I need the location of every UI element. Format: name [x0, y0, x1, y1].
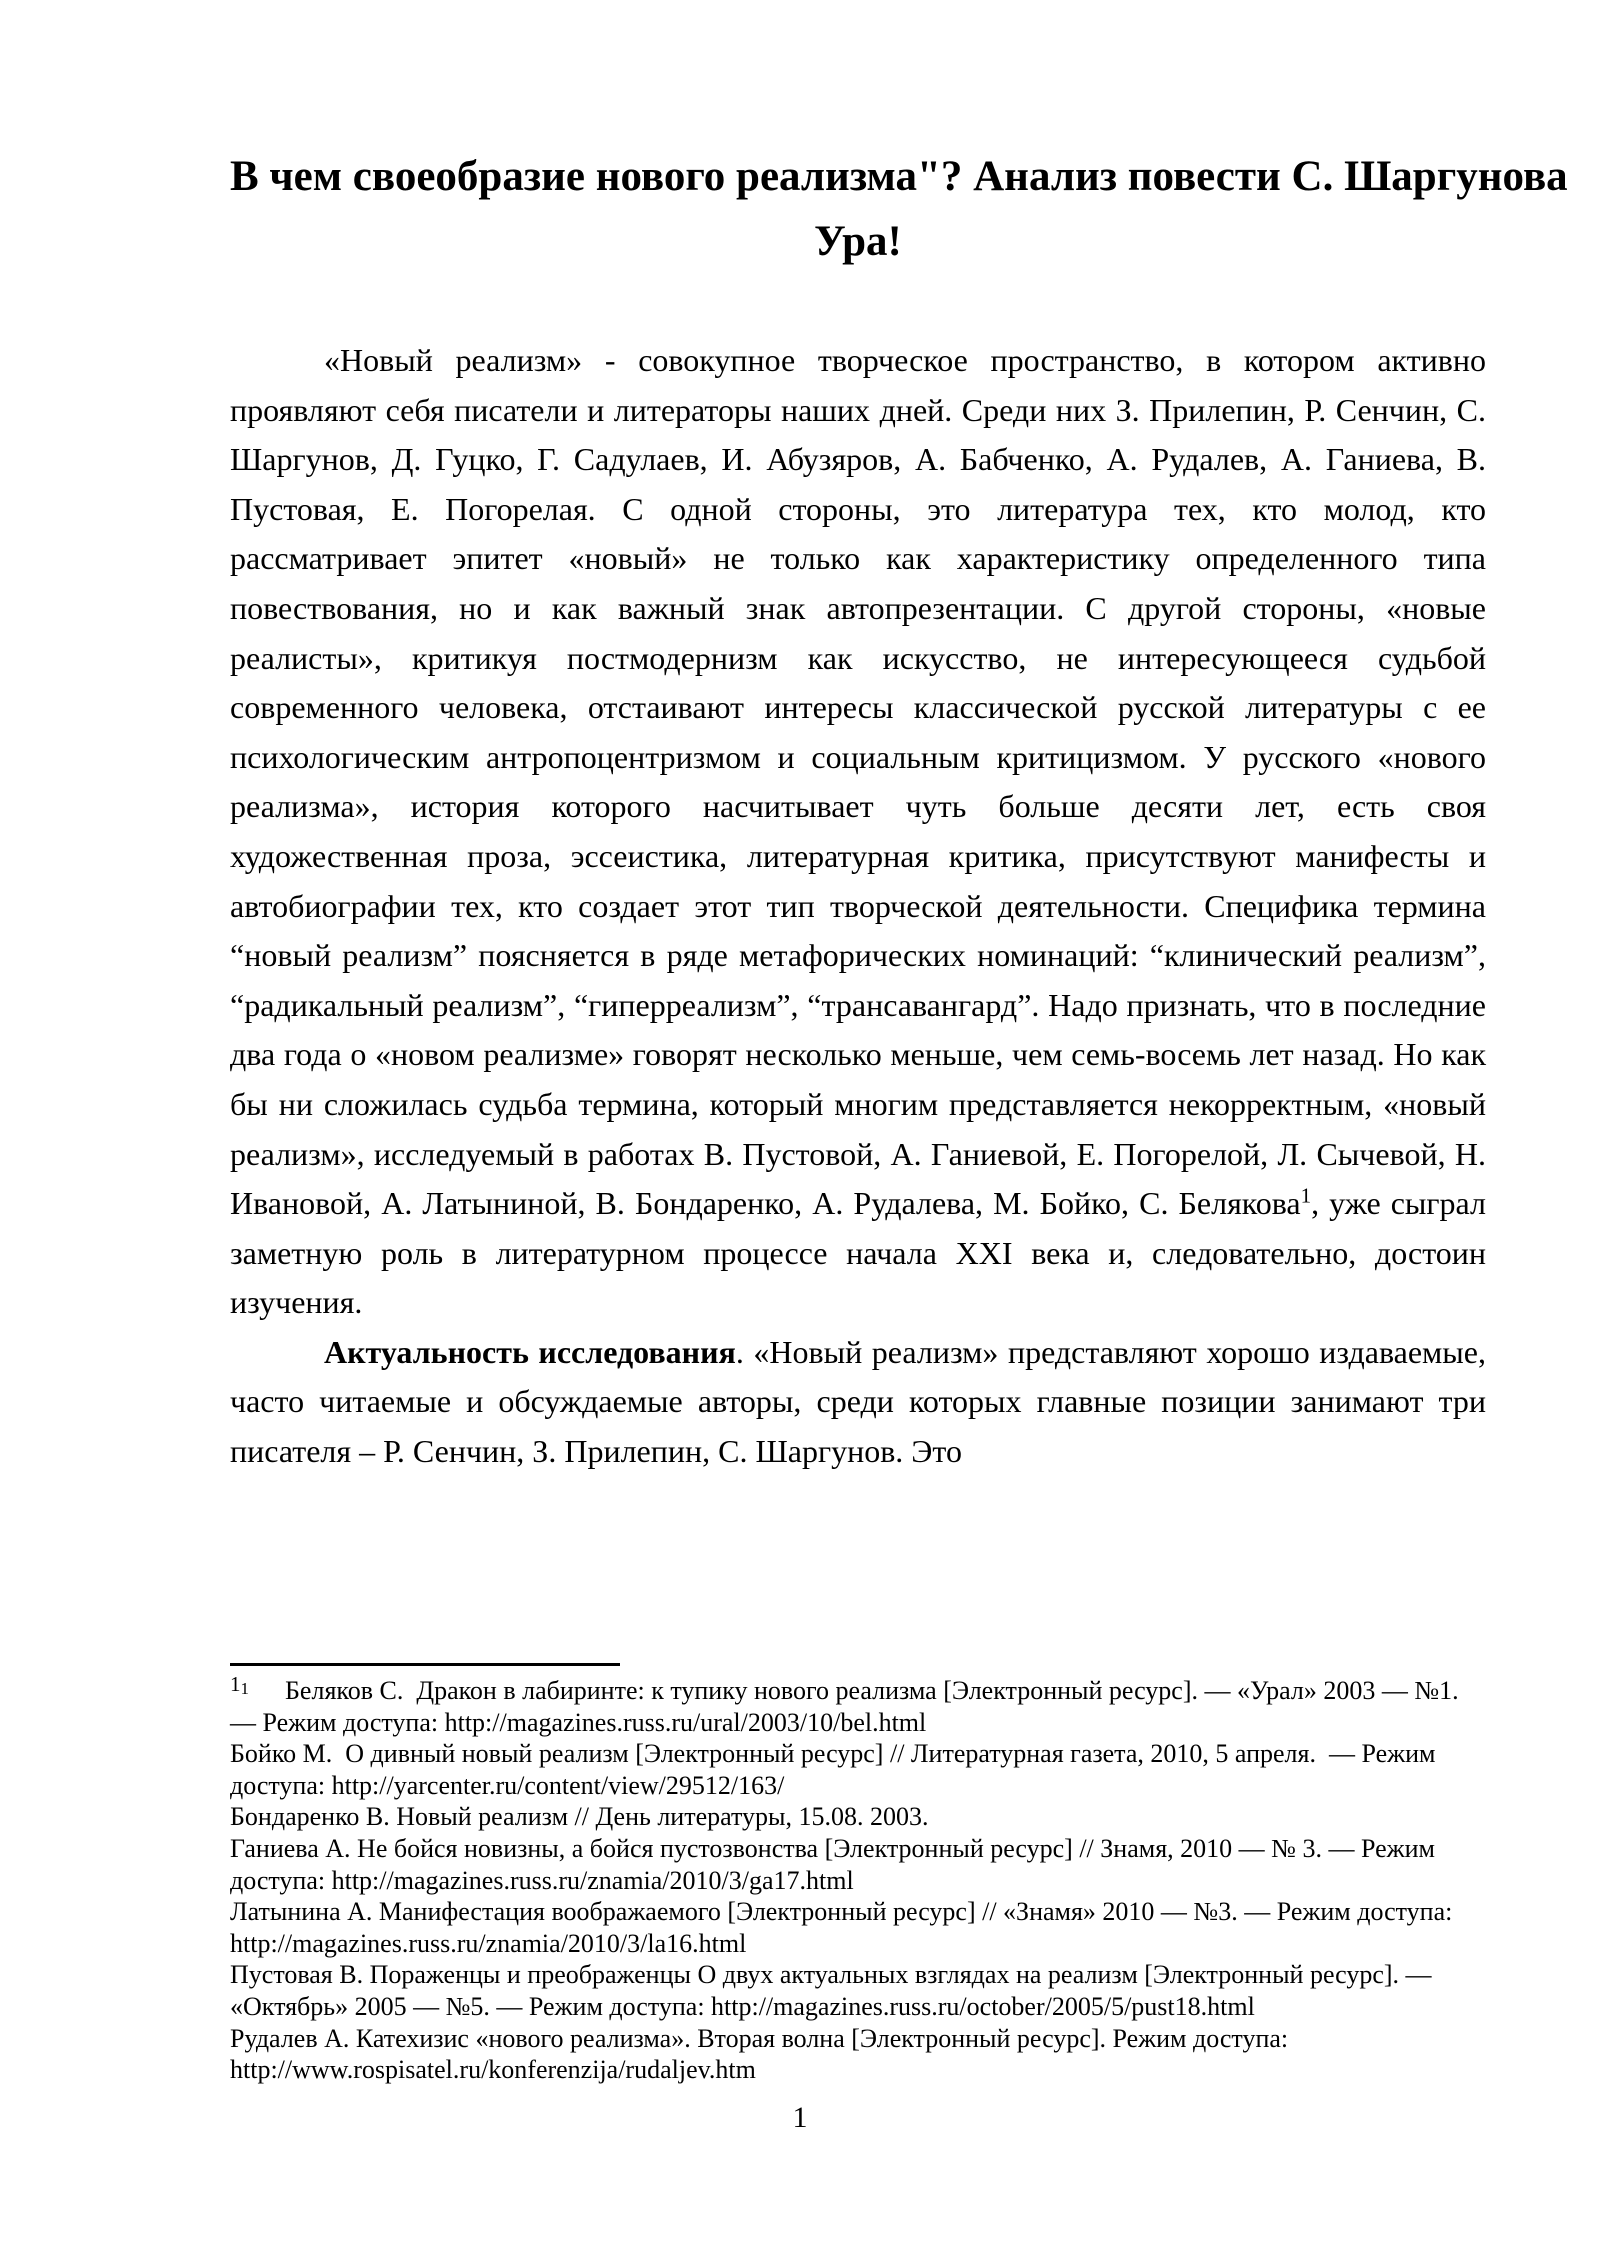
footnote-text: Бондаренко В. Новый реализм // День литературы, 15.08. 2003. [230, 1802, 929, 1832]
footnote-reference-superscript: 1 [1300, 1183, 1312, 1208]
footnote-marker-secondary: 1 [240, 1679, 249, 1698]
footnotes-section [230, 1672, 1486, 2086]
paragraph-2-bold-lead: Актуальность исследования [324, 1333, 736, 1370]
page-number: 1 [792, 2101, 808, 2134]
paragraph-2-text: . «Новый реализм» представляют хорошо издаваемые, часто читаемые и обсуждаемые авторы, среди которых главные позиции занимают три писателя – Р. Сенчин, З. Прилепин, С. Шаргунов. Это [230, 1333, 1487, 1470]
paragraph-1-text: «Новый реализм» - совокупное творческое пространство, в котором активно проявляют себя писатели и литераторы наших дней. Среди них З. Прилепин, Р. Сенчин, С. Шаргунов, Д. Гуцко, Г. Садулаев, И. Абузяров, А. Бабченко, А. Рудалев, А. Ганиева, В. Пустовая, Е. Погорелая. С одной стороны, это литература тех, кто молод, кто рассматривает эпитет «новый» не только как характеристику определенного типа повествования, но и как важный знак автопрезентации. С другой стороны, «новые реалисты», критикуя постмодернизм как искусство, не интересующееся судьбой современного человека, отстаивают интересы классической русской литературы с ее психологическим антропоцентризмом и социальным критицизмом. У русского «нового реализма», история которого насчитывает чуть больше десяти лет, есть своя художественная проза, эссеистика, литературная критика, присутствуют манифесты и автобиографии тех, кто создает этот тип творческой деятельности. Специфика термина “новый реализм” поясняется в ряде метафорических номинаций: “клинический реализм”, “радикальный реализм”, “гиперреализм”, “трансавангард”. Надо признать, что в последние два года о «новом реализме» говорят несколько меньше, чем семь-восемь лет назад. Но как бы ни сложилась судьба термина, который многим представляется некорректным, «новый реализм», исследуемый в работах В. Пустовой, А. Ганиевой, Е. Погорелой, Л. Сычевой, Н. Ивановой, А. Латыниной, В. Бондаренко, А. Рудалева, М. Бойко, С. Белякова [230, 342, 1486, 1222]
footnote-entry [230, 1738, 1486, 1801]
footnote-marker: 1 [230, 1672, 241, 1696]
document-title [230, 144, 1568, 274]
document-body [230, 336, 1486, 1477]
footnote-entry [230, 1959, 1486, 2022]
paragraph-1-text-continued: , уже сыграл заметную роль в литературном процессе начала XXI века и, следовательно, достоин изучения. [230, 1185, 1486, 1321]
footnote-text: Латынина А. Манифестация воображаемого [Электронный ресурс] // «Знамя» 2010 — №3. — Режим доступа: http://magazines.russ.ru/znamia/2010/3/la16.html [230, 1897, 1459, 1958]
footnote-text: Рудалев А. Катехизис «нового реализма». Вторая волна [Электронный ресурс]. Режим доступа: http://www.rospisatel.ru/konferenzija/rudaljev.htm [230, 2023, 1289, 2085]
footnote-entry [230, 2023, 1486, 2086]
footnote-entry [230, 1833, 1486, 1896]
footnote-entry [230, 1896, 1486, 1959]
footnote-text: Бойко М. О дивный новый реализм [Электронный ресурс] // Литературная газета, 2010, 5 апреля. — Режим доступа: http://yarcenter.ru/content/view/29512/163/ [230, 1739, 1436, 1800]
footnote-text: Пустовая В. Пораженцы и преображенцы О двух актуальных взглядах на реализм [Электронный ресурс]. — «Октябрь» 2005 — №5. — Режим доступа: http://magazines.russ.ru/october/2005/5/pust18.html [230, 1960, 1432, 2021]
footnote-separator-line [230, 1663, 620, 1666]
title-line-1: В чем своеобразие нового реализма"? Анализ повести С. Шаргунова [230, 153, 1568, 200]
paragraph-2 [230, 1328, 1486, 1477]
paragraph-1 [230, 336, 1486, 1328]
footnote-text: Беляков С. Дракон в лабиринте: к тупику нового реализма [Электронный ресурс]. — «Урал» 2003 — №1. — Режим доступа: http://magazines.russ.ru/ural/2003/10/bel.html [230, 1676, 1459, 1737]
footnote-entry [230, 1801, 1486, 1833]
title-line-2: Ура! [814, 218, 902, 265]
footnote-text: Ганиева А. Не бойся новизны, а бойся пустозвонства [Электронный ресурс] // Знамя, 2010 — № 3. — Режим доступа: http://magazines.russ.ru/znamia/2010/3/ga17.html [230, 1833, 1435, 1895]
footnote-entry [230, 1672, 1486, 1738]
